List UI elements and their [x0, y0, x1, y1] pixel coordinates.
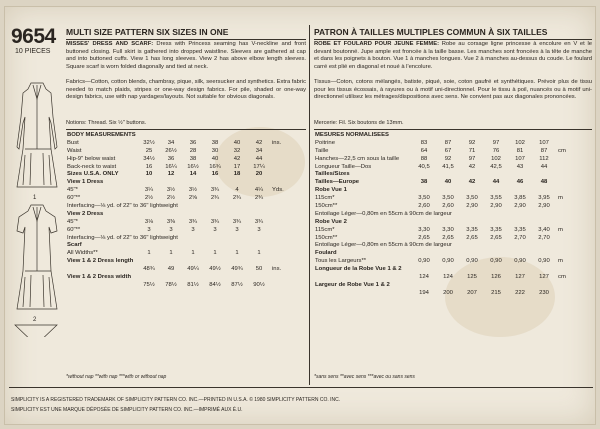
- section-view2: View 2 Dress: [67, 210, 104, 217]
- table-cell: 36: [189, 139, 197, 146]
- french-description: [314, 41, 592, 71]
- table-cell: 3,35: [514, 226, 526, 233]
- table-cell: 45"*: [67, 218, 78, 225]
- table-cell: 2,90: [490, 203, 502, 209]
- table-cell: 124: [419, 274, 429, 281]
- table-cell: 107: [539, 139, 549, 146]
- table-cell: 30: [211, 147, 219, 154]
- english-notions: Notions: Thread. Six ½" buttons.: [66, 120, 147, 126]
- table-cell: 3¾: [188, 218, 198, 225]
- row-v1-45: [66, 186, 306, 194]
- table-cell: 97: [492, 139, 500, 146]
- table-cell: 34: [255, 147, 263, 154]
- table-cell: 49: [167, 266, 175, 273]
- table-cell: [556, 178, 592, 186]
- table-cell: Taille: [315, 147, 329, 154]
- row-length: [66, 265, 306, 273]
- divider: [314, 39, 592, 40]
- table-cell: [270, 155, 306, 163]
- french-fabrics: Tissus—Coton, cotons mélangés, batiste, piqué, soie, coton gaufré et synthétiques. Prévoir plus de tissu pour les tissus écossais, à rayures ou à motif uni-directionnel. Pour le tissu à poil, nuancés ou à motif uni-directionnel utilisez les métrages/dispositions avec sens. Ne convient pas aux diagonales prononcées.: [314, 79, 592, 101]
- table-cell: 50: [255, 266, 263, 273]
- table-cell: 127: [515, 274, 525, 281]
- table-cell: 107: [515, 155, 525, 162]
- table-cell: 36: [167, 155, 175, 162]
- table-cell: 3,35: [466, 226, 478, 233]
- table-cell: [270, 163, 306, 171]
- table-cell: 32½: [143, 139, 155, 146]
- row-r1-115: [314, 194, 592, 202]
- row-width: [66, 281, 306, 289]
- french-header: PATRON À TAILLES MULTIPLES COMMUN À SIX TAILLES: [314, 27, 548, 37]
- pattern-number: 9654: [11, 25, 56, 48]
- view1-number: 1: [33, 195, 37, 201]
- table-cell: 3,95: [538, 195, 550, 202]
- table-cell: [556, 163, 592, 171]
- row-poitrine: [314, 139, 592, 147]
- table-cell: 3: [213, 226, 217, 233]
- table-cell: 222: [515, 289, 525, 296]
- pieces-count: 10 PIECES: [15, 48, 51, 55]
- table-cell: 40: [233, 139, 241, 146]
- table-cell: 17: [233, 163, 241, 170]
- table-cell: 150cm**: [315, 234, 338, 241]
- table-cell: 207: [467, 289, 477, 296]
- table-cell: All Widths**: [67, 250, 98, 257]
- table-cell: Hip-9" below waist: [67, 155, 116, 162]
- table-cell: Entoilage Léger—0,80m en 55cm à 90cm de largeur: [315, 210, 452, 217]
- table-cell: 3¾: [210, 218, 220, 225]
- section-robe2: Robe Vue 2: [315, 218, 347, 225]
- table-cell: Bust: [67, 139, 79, 146]
- table-cell: 12: [167, 171, 175, 178]
- table-cell: 38: [420, 179, 428, 186]
- table-cell: 3,30: [418, 226, 430, 233]
- table-cell: 40: [444, 179, 452, 186]
- table-cell: [270, 218, 306, 226]
- table-cell: [556, 234, 592, 242]
- table-cell: [556, 202, 592, 210]
- table-cell: Sizes U.S.A. ONLY: [67, 171, 119, 178]
- table-cell: 3,50: [442, 195, 454, 202]
- table-cell: 115cm*: [315, 195, 335, 202]
- row-v2-45: [66, 218, 306, 226]
- table-cell: 87½: [231, 281, 243, 288]
- row-sizes: [66, 170, 306, 178]
- table-cell: 2,65: [418, 234, 430, 241]
- table-cell: Entoilage Léger—0,80m en 55cm à 90cm de largeur: [315, 242, 452, 249]
- row-v1-interfacing: [66, 202, 306, 210]
- row-hip: [66, 155, 306, 163]
- table-cell: 20: [255, 171, 263, 178]
- english-footnotes: *without nap **with nap ***with or without nap: [66, 374, 167, 380]
- table-cell: 40,5: [418, 163, 430, 170]
- table-cell: 83: [420, 139, 428, 146]
- table-cell: 46: [516, 179, 524, 186]
- table-cell: 49¾: [231, 266, 243, 273]
- table-cell: 2,90: [514, 203, 526, 209]
- row-bust: [66, 139, 306, 147]
- french-metrage-table: [314, 131, 592, 297]
- table-cell: Longueur Taille—Dos: [315, 163, 372, 170]
- table-cell: 2,60: [418, 203, 430, 209]
- table-cell: 17¼: [253, 163, 265, 170]
- section-view1: View 1 Dress: [67, 179, 104, 186]
- table-cell: 42: [255, 139, 263, 146]
- table-cell: 28: [189, 147, 197, 154]
- english-description-text: Dress with Princess seaming has V-neckline and front buttoned closing. Full skirt is gathered into dropped waistline. Sleeves are gathered at cap and into buttoned cuffs. View 1 has long sleeves. View 2 has above elbow length sleeves. Square scarf is worn folded diagonally and tied at neck.: [66, 41, 306, 70]
- table-cell: 215: [491, 289, 501, 296]
- table-cell: 1: [191, 250, 195, 257]
- table-cell: 87: [540, 147, 548, 154]
- table-cell: Tous les Largeurs**: [315, 258, 367, 265]
- table-cell: 16: [211, 171, 219, 178]
- table-cell: 34: [167, 139, 175, 146]
- table-cell: 40: [211, 155, 219, 162]
- table-cell: 0,90: [538, 258, 550, 265]
- row-r1-entoilage: [314, 210, 592, 218]
- table-cell: 126: [491, 274, 501, 281]
- section-scarf: Scarf: [67, 242, 82, 249]
- table-cell: 48: [540, 179, 548, 186]
- table-cell: [556, 139, 592, 147]
- table-cell: 87: [444, 139, 452, 146]
- table-cell: 38: [189, 155, 197, 162]
- row-waist: [66, 147, 306, 155]
- table-cell: 2¾: [232, 195, 242, 202]
- table-cell: 81: [516, 147, 524, 154]
- english-description: [66, 41, 306, 71]
- table-cell: 43: [516, 163, 524, 170]
- section-largeur: Largeur de Robe Vue 1 & 2: [315, 281, 390, 288]
- row-taille: [314, 147, 592, 155]
- view2-number: 2: [33, 317, 37, 323]
- table-cell: 2,60: [442, 203, 454, 209]
- table-cell: 25: [145, 147, 153, 154]
- table-cell: 14: [189, 171, 197, 178]
- table-cell: Poitrine: [315, 139, 335, 146]
- table-cell: 3,50: [466, 195, 478, 202]
- table-cell: 3: [257, 226, 261, 233]
- table-cell: 3¾: [232, 218, 242, 225]
- section-tailles: Tailles/Sizes: [315, 171, 350, 178]
- table-cell: 3¾: [254, 218, 264, 225]
- table-cell: Tailles—Europe: [315, 179, 360, 186]
- section-mesures: MESURES NORMALISEES: [315, 131, 389, 138]
- table-cell: Hanches—22,5 cm sous la taille: [315, 155, 400, 162]
- table-cell: 3: [169, 226, 173, 233]
- section-width: View 1 & 2 Dress width: [67, 274, 132, 281]
- table-cell: 42,5: [490, 163, 502, 170]
- table-cell: 3: [235, 226, 239, 233]
- table-cell: 1: [147, 250, 151, 257]
- table-cell: cm: [558, 147, 566, 154]
- table-cell: 71: [468, 147, 476, 154]
- table-cell: 49½: [209, 266, 221, 273]
- table-cell: 76: [492, 147, 500, 154]
- table-cell: 42: [468, 179, 476, 186]
- table-cell: 2¾: [254, 195, 264, 202]
- table-cell: [556, 155, 592, 163]
- table-cell: 81½: [187, 281, 199, 288]
- table-cell: 67: [444, 147, 452, 154]
- french-footnotes: *sans sens **avec sens ***avec ou sans sens: [314, 374, 415, 380]
- table-cell: 75½: [143, 281, 155, 288]
- table-cell: 44: [255, 155, 263, 162]
- table-cell: 2,65: [490, 234, 502, 241]
- table-cell: [556, 289, 592, 297]
- table-cell: Interfacing—⅛ yd. of 22" to 36" lightweight: [67, 234, 178, 241]
- table-cell: 102: [491, 155, 501, 162]
- table-cell: 42: [468, 163, 476, 170]
- table-cell: 41,5: [442, 163, 454, 170]
- table-cell: 26½: [165, 147, 177, 154]
- table-cell: 1: [235, 250, 239, 257]
- table-cell: 64: [420, 147, 428, 154]
- table-cell: 42: [233, 155, 241, 162]
- table-cell: 88: [420, 155, 428, 162]
- table-cell: 4: [235, 187, 239, 194]
- row-v2-60: [66, 226, 306, 234]
- footer-divider: [9, 387, 593, 388]
- row-r2-entoilage: [314, 241, 592, 249]
- table-cell: [270, 226, 306, 234]
- table-cell: 127: [539, 274, 549, 281]
- table-cell: m: [558, 226, 563, 233]
- table-cell: 125: [467, 274, 477, 281]
- table-cell: 115cm*: [315, 226, 335, 233]
- table-cell: 97: [468, 155, 476, 162]
- row-r2-150: [314, 234, 592, 242]
- table-cell: [314, 273, 412, 281]
- table-cell: 150cm**: [315, 203, 338, 209]
- table-cell: m: [558, 195, 563, 202]
- row-hanches: [314, 155, 592, 163]
- section-length: View 1 & 2 Dress length: [67, 258, 134, 265]
- table-cell: 44: [540, 163, 548, 170]
- table-cell: [66, 281, 138, 289]
- table-cell: ins.: [272, 266, 282, 273]
- table-cell: 1: [257, 250, 261, 257]
- row-v2-interfacing: [66, 234, 306, 242]
- french-title: ROBE ET FOULARD POUR JEUNE FEMME:: [314, 41, 440, 47]
- table-cell: 200: [443, 289, 453, 296]
- footer-trademark-fr: SIMPLICITY EST UNE MARQUE DÉPOSÉE DE SIMPLICITY PATTERN CO. INC.—IMPRIMÉ AUX É.U.: [11, 407, 243, 413]
- table-cell: 60"**: [67, 195, 81, 202]
- table-cell: 4¼: [254, 187, 264, 194]
- table-cell: Yds.: [272, 187, 284, 194]
- english-header: MULTI SIZE PATTERN SIX SIZES IN ONE: [66, 27, 229, 37]
- table-cell: 49¼: [187, 266, 199, 273]
- section-body: BODY MEASUREMENTS: [67, 131, 136, 138]
- section-foulard: Foulard: [315, 250, 337, 257]
- column-divider: [309, 25, 310, 385]
- row-foulard: [314, 257, 592, 265]
- table-cell: 38: [211, 139, 219, 146]
- pattern-envelope-back: [4, 6, 596, 425]
- table-cell: 44: [492, 179, 500, 186]
- table-cell: 10: [145, 171, 153, 178]
- table-cell: 124: [443, 274, 453, 281]
- row-longueur: [314, 273, 592, 281]
- table-cell: 90½: [253, 281, 265, 288]
- row-scarf: [66, 249, 306, 257]
- table-cell: 48¾: [143, 266, 155, 273]
- divider: [66, 129, 306, 130]
- table-cell: 3,35: [490, 226, 502, 233]
- row-dos: [314, 163, 592, 171]
- table-cell: 3,30: [442, 226, 454, 233]
- table-cell: 3,85: [514, 195, 526, 202]
- section-robe1: Robe Vue 1: [315, 187, 347, 194]
- table-cell: 3⅜: [166, 218, 176, 225]
- table-cell: 78½: [165, 281, 177, 288]
- table-cell: 102: [515, 139, 525, 146]
- table-cell: 3½: [188, 187, 198, 194]
- table-cell: 3,40: [538, 226, 550, 233]
- table-cell: cm: [558, 274, 566, 281]
- row-r2-115: [314, 226, 592, 234]
- table-cell: ins.: [272, 139, 282, 146]
- table-cell: 2,90: [538, 203, 550, 209]
- divider: [314, 129, 592, 130]
- table-cell: 3¼: [144, 187, 154, 194]
- row-r1-150: [314, 202, 592, 210]
- table-cell: 16¾: [209, 163, 221, 170]
- french-notions: Mercerie: Fil. Six boutons de 13mm.: [314, 120, 404, 126]
- table-cell: 3⅛: [144, 218, 154, 225]
- footer-trademark-en: SIMPLICITY IS A REGISTERED TRADEMARK OF SIMPLICITY PATTERN CO. INC.—PRINTED IN U.S.A. © 1980 SIMPLICITY PATTERN CO. INC.: [11, 397, 341, 403]
- row-europe: [314, 178, 592, 186]
- table-cell: 2½: [166, 195, 176, 202]
- divider: [66, 39, 306, 40]
- row-largeur: [314, 289, 592, 297]
- table-cell: 34½: [143, 155, 155, 162]
- row-back: [66, 163, 306, 171]
- table-cell: 84½: [209, 281, 221, 288]
- table-cell: Back-neck to waist: [67, 163, 117, 170]
- table-cell: 92: [444, 155, 452, 162]
- row-v1-60: [66, 194, 306, 202]
- french-description-text: Robe au corsage ligne princesse à encolure en V et le devant boutonné. Jupe ample est froncée à la taille basse. Les manches sont froncées à la tête de manche et dans les poignets à bouton. Vue 1 à manches longues. Vue 2 à manches au-dessus du coude. Le foulard carré est plié en diagonal et noué à l'encolure.: [314, 41, 592, 70]
- section-longueur: Longueur de la Robe Vue 1 & 2: [315, 266, 402, 273]
- table-cell: [270, 249, 306, 257]
- table-cell: 3,55: [490, 195, 502, 202]
- table-cell: [270, 170, 306, 178]
- table-cell: 3: [147, 226, 151, 233]
- table-cell: 112: [539, 155, 549, 162]
- table-cell: 0,90: [514, 258, 526, 265]
- table-cell: 45"*: [67, 187, 78, 194]
- table-cell: 0,90: [442, 258, 454, 265]
- table-cell: 2,65: [442, 234, 454, 241]
- table-cell: 2,65: [466, 234, 478, 241]
- english-yardage-table: [66, 131, 306, 289]
- table-cell: [270, 147, 306, 155]
- table-cell: 3¾: [210, 187, 220, 194]
- table-cell: 16¼: [165, 163, 177, 170]
- table-cell: 0,90: [418, 258, 430, 265]
- table-cell: 60"**: [67, 226, 81, 233]
- table-cell: [314, 289, 412, 297]
- table-cell: 2½: [144, 195, 154, 202]
- table-cell: 2⅝: [188, 195, 198, 202]
- table-cell: [270, 194, 306, 202]
- view1-illustration: [11, 77, 63, 337]
- table-cell: 16: [145, 163, 153, 170]
- table-cell: [270, 281, 306, 289]
- table-cell: 2,90: [466, 203, 478, 209]
- english-title: MISSES' DRESS AND SCARF:: [66, 41, 154, 47]
- english-fabrics: Fabrics—Cotton, cotton blends, chambray, pique, silk, seersucker and synthetics. Extra fabric needed to match plaids, stripes or one-way design fabrics. For pile, shaded or one-way design fabrics, use with nap yardages/layouts. Not suitable for obvious diagonals.: [66, 79, 306, 101]
- table-cell: 3: [191, 226, 195, 233]
- table-cell: [66, 265, 138, 273]
- table-cell: 194: [419, 289, 429, 296]
- table-cell: Waist: [67, 147, 82, 154]
- table-cell: 3,50: [418, 195, 430, 202]
- table-cell: m: [558, 258, 563, 265]
- table-cell: 32: [233, 147, 241, 154]
- table-cell: 2,70: [538, 234, 550, 241]
- table-cell: 16½: [187, 163, 199, 170]
- table-cell: 0,90: [490, 258, 502, 265]
- table-cell: 3½: [166, 187, 176, 194]
- table-cell: 18: [233, 171, 241, 178]
- table-cell: 2,70: [514, 234, 526, 241]
- table-cell: 1: [169, 250, 173, 257]
- table-cell: 2¾: [210, 195, 220, 202]
- table-cell: 92: [468, 139, 476, 146]
- table-cell: 0,90: [466, 258, 478, 265]
- table-cell: 230: [539, 289, 549, 296]
- table-cell: 1: [213, 250, 217, 257]
- table-cell: Interfacing—⅛ yd. of 22" to 36" lightweight: [67, 203, 178, 209]
